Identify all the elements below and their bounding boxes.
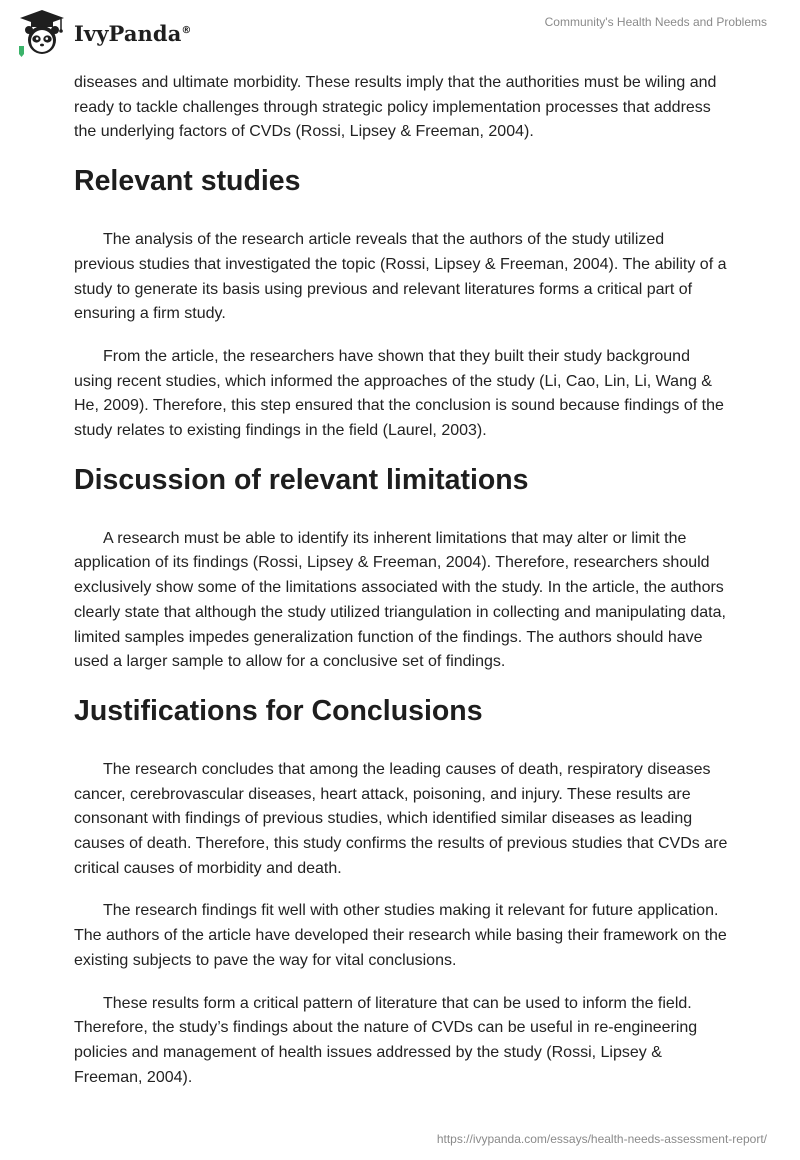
paragraph: A research must be able to identify its inherent limitations that may alter or limit the application of its findings (Rossi, Lipsey & Freeman, 2004). Therefore, researchers should exclusively show some of the limitations associated with the study. In the article, the authors clearly state that although the study utilized triangulation in collecting and manipulating data, limited samples impedes generalization function of the findings. The authors should have used a larger sample to allow for a conclusive set of findings. [74, 529, 726, 671]
paragraph: From the article, the researchers have shown that they built their study background using recent studies, which informed the approaches of the study (Li, Cao, Lin, Li, Wang & He, 2009). Therefore, this step ensured that the conclusion is sound because findings of the study relates to existing findings in the field (Laurel, 2003). [74, 347, 724, 440]
intro-paragraph: diseases and ultimate morbidity. These results imply that the authorities must be wiling and ready to tackle challenges through strategic policy implementation processes that address the underlying factors of CVDs (Rossi, Lipsey & Freeman, 2004). [74, 74, 717, 141]
section-heading-limitations: Discussion of relevant limitations [74, 463, 529, 496]
paragraph: The analysis of the research article reveals that the authors of the study utilized previous studies that investigated the topic (Rossi, Lipsey & Freeman, 2004). The ability of a study to generate its basis using previous and relevant literatures forms a critical part of ensuring a firm study. [74, 231, 727, 323]
section-heading-conclusions: Justifications for Conclusions [74, 694, 483, 727]
brand-name: IvyPanda® [74, 20, 192, 46]
brand-logo[interactable] [14, 8, 192, 58]
paragraph: The research concludes that among the leading causes of death, respiratory diseases cancer, cerebrovascular diseases, heart attack, poisoning, and injury. These results are consonant with findings of previous studies, which identified similar diseases as leading causes of death. Therefore, this study confirms the results of previous studies that CVDs are critical causes of morbidity and death. [74, 760, 728, 877]
panda-graduate-icon [14, 8, 70, 58]
document-title: Community's Health Needs and Problems [544, 15, 767, 29]
essay-content [74, 71, 728, 1108]
paragraph: The research findings fit well with other studies making it relevant for future application. The authors of the article have developed their research while basing their framework on the existing subjects to pave the way for vital conclusions. [74, 902, 727, 969]
paragraph: These results form a critical pattern of literature that can be used to inform the field. Therefore, the study’s findings about the nature of CVDs can be useful in re-engineering policies and management of health issues addressed by the study (Rossi, Lipsey & Freeman, 2004). [74, 994, 698, 1086]
section-heading-relevant-studies: Relevant studies [74, 165, 301, 198]
source-url[interactable]: https://ivypanda.com/essays/health-needs-assessment-report/ [436, 1132, 767, 1146]
page-header [0, 0, 800, 72]
